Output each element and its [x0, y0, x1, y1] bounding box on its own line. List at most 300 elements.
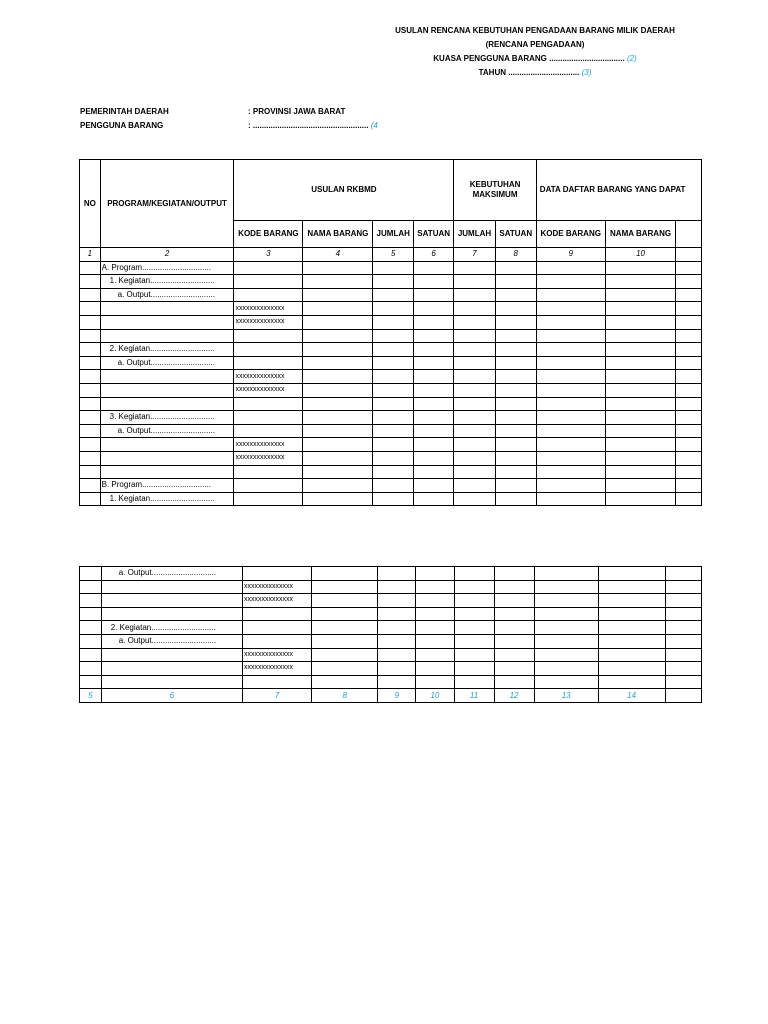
table-cell: [676, 465, 702, 479]
program-cell: 2. Kegiatan.............................: [100, 343, 234, 357]
program-cell: [100, 315, 234, 329]
table-cell: [598, 621, 665, 635]
column-number: 11: [454, 689, 494, 703]
table-cell: [303, 275, 373, 289]
no-cell: [80, 315, 101, 329]
table-cell: [495, 261, 536, 275]
table-cell: [303, 424, 373, 438]
table-cell: [665, 634, 701, 648]
table-row: [80, 492, 702, 506]
table-cell: [373, 275, 414, 289]
table-cell: [495, 275, 536, 289]
program-cell: B. Program...............................: [100, 479, 234, 493]
no-cell: [80, 424, 101, 438]
column-number: 5: [373, 248, 414, 262]
column-number: 13: [534, 689, 598, 703]
table-cell: [494, 662, 534, 676]
table-cell: [534, 648, 598, 662]
table-cell: [495, 383, 536, 397]
pemerintah-label: PEMERINTAH DAERAH: [80, 107, 169, 116]
table-cell: [495, 288, 536, 302]
table-cell: [676, 343, 702, 357]
table-row: [80, 607, 702, 621]
no-cell: [80, 492, 101, 506]
program-cell: [100, 383, 234, 397]
no-cell: [80, 567, 102, 581]
table-row: [80, 370, 702, 384]
no-cell: [80, 607, 102, 621]
table-cell: [312, 675, 378, 689]
table-cell: [414, 261, 454, 275]
sub-jumlah-max: JUMLAH: [454, 221, 495, 248]
no-cell: [80, 411, 101, 425]
program-cell: a. Output.............................: [101, 567, 242, 581]
table-cell: [373, 465, 414, 479]
column-number: 10: [605, 248, 676, 262]
column-number-row: [80, 248, 702, 262]
column-number: 10: [416, 689, 454, 703]
table-cell: [373, 438, 414, 452]
program-cell: [101, 675, 242, 689]
column-number: 9: [536, 248, 605, 262]
program-cell: [100, 397, 234, 411]
table-cell: [303, 451, 373, 465]
program-cell: [101, 648, 242, 662]
rkbmd-table: [79, 159, 702, 506]
table-cell: [454, 621, 494, 635]
table-cell: [536, 383, 605, 397]
table-cell: [536, 424, 605, 438]
table-cell: [495, 302, 536, 316]
kode-barang-cell: [234, 479, 303, 493]
table-cell: [416, 621, 454, 635]
table-row: [80, 275, 702, 289]
table-cell: [665, 621, 701, 635]
sub-nama-barang-2: NAMA BARANG: [605, 221, 676, 248]
table-cell: [454, 567, 494, 581]
no-cell: [80, 397, 101, 411]
column-number: 8: [312, 689, 378, 703]
column-number: 8: [495, 248, 536, 262]
no-cell: [80, 370, 101, 384]
table-cell: [454, 492, 495, 506]
rkbmd-table-continued: [79, 566, 702, 703]
program-cell: [100, 329, 234, 343]
tahun-label: TAHUN ................................: [478, 68, 580, 77]
table-cell: [378, 580, 416, 594]
table-cell: [454, 648, 494, 662]
table-cell: [495, 479, 536, 493]
column-number: 12: [494, 689, 534, 703]
table-row: [80, 438, 702, 452]
table-cell: [414, 302, 454, 316]
table-cell: [605, 275, 676, 289]
table-cell: [495, 370, 536, 384]
sub-satuan-max: SATUAN: [495, 221, 536, 248]
table-cell: [605, 370, 676, 384]
table-cell: [676, 411, 702, 425]
kode-barang-cell: [234, 492, 303, 506]
table-cell: [495, 465, 536, 479]
table-cell: [676, 424, 702, 438]
table-row: [80, 634, 702, 648]
table-cell: [454, 465, 495, 479]
table-row: [80, 621, 702, 635]
kode-barang-cell: xxxxxxxxxxxxxx: [242, 648, 311, 662]
table-cell: [303, 302, 373, 316]
program-cell: [101, 580, 242, 594]
table-cell: [605, 343, 676, 357]
table-row: [80, 424, 702, 438]
header-kuasa: [370, 52, 700, 66]
table-cell: [494, 594, 534, 608]
table-cell: [454, 479, 495, 493]
table-cell: [598, 662, 665, 676]
column-number: 6: [414, 248, 454, 262]
kode-barang-cell: xxxxxxxxxxxxxx: [242, 580, 311, 594]
table-cell: [536, 479, 605, 493]
pengguna-ref: (4: [370, 121, 378, 130]
table-cell: [414, 411, 454, 425]
table-cell: [495, 411, 536, 425]
main-table-top: [79, 159, 702, 506]
table-cell: [605, 302, 676, 316]
table-cell: [598, 675, 665, 689]
no-cell: [80, 580, 102, 594]
table-cell: [373, 397, 414, 411]
table-cell: [494, 580, 534, 594]
table-row: [80, 465, 702, 479]
kode-barang-cell: [242, 675, 311, 689]
kode-barang-cell: xxxxxxxxxxxxxx: [234, 451, 303, 465]
table-cell: [598, 594, 665, 608]
table-cell: [378, 662, 416, 676]
table-cell: [676, 261, 702, 275]
no-cell: [80, 634, 102, 648]
table-cell: [676, 492, 702, 506]
program-cell: [101, 594, 242, 608]
table-row: [80, 343, 702, 357]
kode-barang-cell: [234, 356, 303, 370]
table-cell: [303, 479, 373, 493]
col-program-header: PROGRAM/KEGIATAN/OUTPUT: [100, 160, 234, 248]
table-cell: [414, 465, 454, 479]
no-cell: [80, 275, 101, 289]
table-cell: [536, 302, 605, 316]
table-cell: [605, 492, 676, 506]
table-cell: [373, 302, 414, 316]
program-cell: 3. Kegiatan.............................: [100, 411, 234, 425]
kode-barang-cell: [234, 465, 303, 479]
table-cell: [598, 607, 665, 621]
table-cell: [454, 675, 494, 689]
program-cell: a. Output.............................: [101, 634, 242, 648]
table-cell: [536, 465, 605, 479]
table-cell: [676, 451, 702, 465]
sub-jumlah: JUMLAH: [373, 221, 414, 248]
table-cell: [676, 370, 702, 384]
footer-number-row: [80, 689, 702, 703]
table-cell: [312, 580, 378, 594]
table-cell: [536, 343, 605, 357]
table-cell: [534, 662, 598, 676]
table-row: [80, 567, 702, 581]
table-cell: [303, 329, 373, 343]
table-cell: [536, 329, 605, 343]
table-cell: [605, 288, 676, 302]
column-number: 5: [80, 689, 102, 703]
table-cell: [454, 275, 495, 289]
table-cell: [373, 411, 414, 425]
table-cell: [665, 675, 701, 689]
no-cell: [80, 383, 101, 397]
table-cell: [495, 424, 536, 438]
table-cell: [495, 451, 536, 465]
no-cell: [80, 479, 101, 493]
no-cell: [80, 438, 101, 452]
table-cell: [605, 465, 676, 479]
no-cell: [80, 261, 101, 275]
table-cell: [495, 329, 536, 343]
table-cell: [414, 356, 454, 370]
table-row: [80, 288, 702, 302]
table-cell: [494, 567, 534, 581]
table-cell: [312, 594, 378, 608]
table-cell: [373, 424, 414, 438]
table-row: [80, 411, 702, 425]
table-cell: [454, 343, 495, 357]
table-cell: [454, 315, 495, 329]
table-cell: [454, 370, 495, 384]
table-cell: [536, 275, 605, 289]
table-cell: [454, 356, 495, 370]
table-row: [80, 315, 702, 329]
program-cell: a. Output.............................: [100, 424, 234, 438]
kode-barang-cell: [234, 329, 303, 343]
table-cell: [303, 343, 373, 357]
table-cell: [605, 479, 676, 493]
table-cell: [676, 275, 702, 289]
sub-kode-barang: KODE BARANG: [234, 221, 303, 248]
table-row: [80, 261, 702, 275]
table-cell: [494, 648, 534, 662]
table-cell: [676, 479, 702, 493]
table-cell: [454, 451, 495, 465]
kode-barang-cell: xxxxxxxxxxxxxx: [234, 370, 303, 384]
kode-barang-cell: [234, 343, 303, 357]
table-cell: [312, 634, 378, 648]
table-cell: [494, 621, 534, 635]
table-cell: [416, 662, 454, 676]
table-cell: [665, 607, 701, 621]
table-cell: [312, 621, 378, 635]
pengguna-label: PENGGUNA BARANG: [80, 121, 164, 130]
table-cell: [665, 580, 701, 594]
table-cell: [373, 383, 414, 397]
table-cell: [416, 607, 454, 621]
column-number: 1: [80, 248, 101, 262]
table-cell: [414, 451, 454, 465]
col-no-header: NO: [80, 160, 101, 248]
table-cell: [665, 662, 701, 676]
table-cell: [676, 356, 702, 370]
no-cell: [80, 343, 101, 357]
kode-barang-cell: [234, 397, 303, 411]
table-cell: [378, 634, 416, 648]
header-subtitle: (RENCANA PENGADAAN): [485, 40, 585, 49]
table-cell: [378, 594, 416, 608]
table-cell: [312, 648, 378, 662]
sub-extra: [676, 221, 702, 248]
data-daftar-header: DATA DAFTAR BARANG YANG DAPAT: [536, 160, 701, 221]
table-row: [80, 594, 702, 608]
header-title: USULAN RENCANA KEBUTUHAN PENGADAAN BARANG MILIK DAERAH: [395, 26, 675, 35]
program-cell: [101, 607, 242, 621]
table-cell: [605, 397, 676, 411]
kode-barang-cell: xxxxxxxxxxxxxx: [242, 594, 311, 608]
table-cell: [536, 397, 605, 411]
table-cell: [598, 567, 665, 581]
kode-barang-cell: xxxxxxxxxxxxxx: [234, 438, 303, 452]
program-cell: 1. Kegiatan.............................: [100, 492, 234, 506]
table-cell: [373, 451, 414, 465]
column-number: 7: [454, 248, 495, 262]
table-cell: [605, 315, 676, 329]
table-row: [80, 662, 702, 676]
table-cell: [454, 662, 494, 676]
table-row: [80, 302, 702, 316]
kode-barang-cell: [242, 634, 311, 648]
table-cell: [534, 594, 598, 608]
table-cell: [605, 329, 676, 343]
table-cell: [373, 356, 414, 370]
table-cell: [536, 438, 605, 452]
table-cell: [495, 343, 536, 357]
kode-barang-cell: xxxxxxxxxxxxxx: [234, 315, 303, 329]
program-cell: [100, 465, 234, 479]
table-cell: [416, 634, 454, 648]
document-header: [370, 24, 700, 80]
column-number: 3: [234, 248, 303, 262]
table-cell: [378, 567, 416, 581]
table-cell: [373, 315, 414, 329]
table-cell: [414, 438, 454, 452]
no-cell: [80, 329, 101, 343]
table-cell: [676, 248, 702, 262]
table-row: [80, 329, 702, 343]
table-cell: [534, 580, 598, 594]
table-cell: [454, 261, 495, 275]
column-number: 7: [242, 689, 311, 703]
table-cell: [598, 634, 665, 648]
table-cell: [494, 634, 534, 648]
no-cell: [80, 465, 101, 479]
table-cell: [373, 329, 414, 343]
table-cell: [454, 302, 495, 316]
table-cell: [676, 315, 702, 329]
kode-barang-cell: xxxxxxxxxxxxxx: [234, 383, 303, 397]
no-cell: [80, 621, 102, 635]
no-cell: [80, 302, 101, 316]
table-cell: [312, 607, 378, 621]
no-cell: [80, 451, 101, 465]
table-cell: [454, 288, 495, 302]
table-cell: [536, 288, 605, 302]
table-cell: [665, 648, 701, 662]
no-cell: [80, 675, 102, 689]
table-cell: [536, 411, 605, 425]
table-cell: [303, 370, 373, 384]
table-cell: [454, 424, 495, 438]
table-cell: [534, 607, 598, 621]
table-cell: [665, 689, 701, 703]
table-row: [80, 580, 702, 594]
table-cell: [598, 580, 665, 594]
table-cell: [605, 356, 676, 370]
kode-barang-cell: [234, 261, 303, 275]
table-row: [80, 648, 702, 662]
table-cell: [454, 607, 494, 621]
table-cell: [495, 356, 536, 370]
table-cell: [414, 315, 454, 329]
table-cell: [312, 567, 378, 581]
table-cell: [373, 492, 414, 506]
table-cell: [303, 261, 373, 275]
table-cell: [373, 343, 414, 357]
table-row: [80, 451, 702, 465]
table-cell: [373, 370, 414, 384]
table-cell: [303, 288, 373, 302]
sub-satuan: SATUAN: [414, 221, 454, 248]
sub-nama-barang: NAMA BARANG: [303, 221, 373, 248]
column-number: 6: [101, 689, 242, 703]
kode-barang-cell: [234, 288, 303, 302]
table-cell: [414, 424, 454, 438]
kode-barang-cell: [234, 411, 303, 425]
header-tahun: [370, 66, 700, 80]
program-cell: [100, 438, 234, 452]
table-row: [80, 356, 702, 370]
table-cell: [605, 451, 676, 465]
table-cell: [414, 288, 454, 302]
kode-barang-cell: [242, 607, 311, 621]
table-cell: [494, 607, 534, 621]
table-cell: [605, 261, 676, 275]
table-cell: [414, 275, 454, 289]
usulan-rkbmd-header: USULAN RKBMD: [234, 160, 454, 221]
table-cell: [414, 479, 454, 493]
table-cell: [378, 648, 416, 662]
table-cell: [454, 383, 495, 397]
table-cell: [414, 370, 454, 384]
table-row: [80, 479, 702, 493]
program-cell: A. Program...............................: [100, 261, 234, 275]
no-cell: [80, 288, 101, 302]
table-cell: [676, 288, 702, 302]
no-cell: [80, 648, 102, 662]
table-cell: [598, 648, 665, 662]
table-cell: [536, 315, 605, 329]
table-cell: [605, 383, 676, 397]
program-cell: a. Output.............................: [100, 288, 234, 302]
table-cell: [605, 424, 676, 438]
column-number: 4: [303, 248, 373, 262]
kuasa-ref: (2): [626, 54, 637, 63]
column-number: 14: [598, 689, 665, 703]
table-cell: [416, 580, 454, 594]
table-cell: [303, 465, 373, 479]
table-cell: [534, 621, 598, 635]
